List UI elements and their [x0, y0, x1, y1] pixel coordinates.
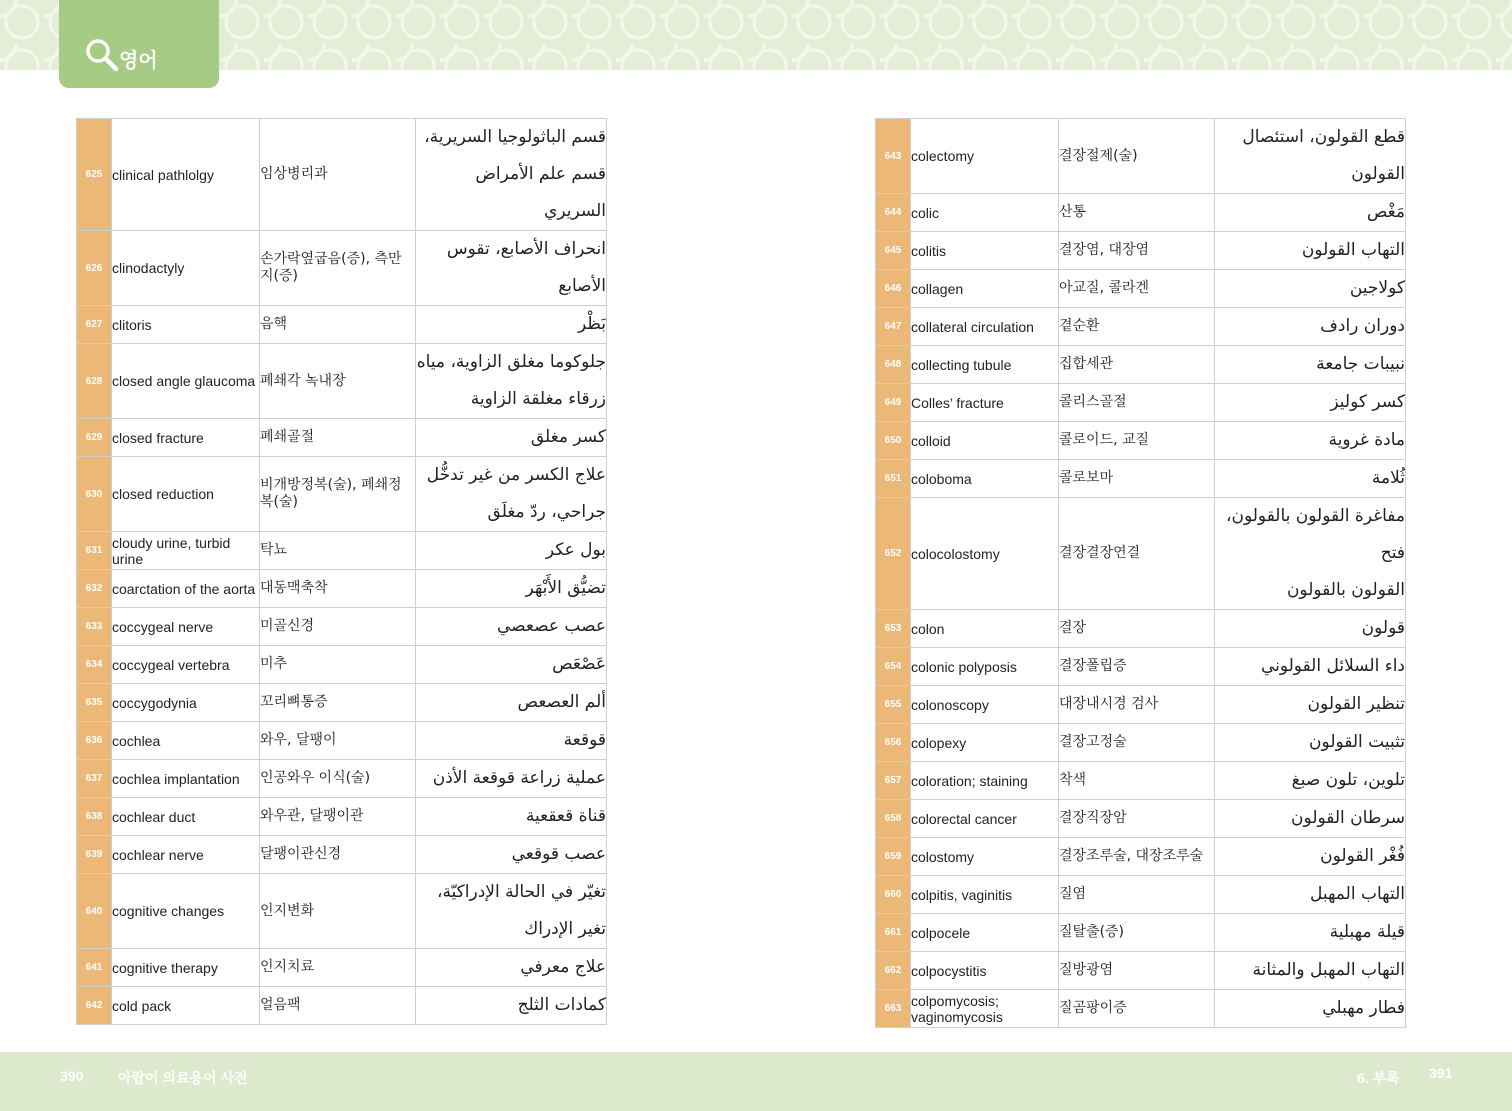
arabic-term-line: تغيّر في الحالة الإدراكيّة،: [436, 882, 606, 902]
arabic-term: [416, 231, 607, 306]
arabic-term: [1215, 876, 1406, 914]
arabic-term-line: بول عكر: [545, 540, 606, 560]
english-term: collagen: [911, 270, 1059, 308]
korean-term: 인지변화: [260, 874, 416, 949]
header-pattern-band: [0, 0, 1512, 70]
arabic-term-line: تثبيت القولون: [1309, 732, 1405, 752]
entry-number: 661: [876, 914, 911, 952]
entry-number: 662: [876, 952, 911, 990]
korean-term: 결장폴립증: [1059, 648, 1215, 686]
english-term: cloudy urine, turbid urine: [112, 532, 260, 570]
arabic-term: [1215, 610, 1406, 648]
arabic-term-line: مادة غروية: [1328, 430, 1405, 450]
entry-number: 638: [77, 798, 112, 836]
table-row: [77, 949, 607, 987]
entry-number: 639: [77, 836, 112, 874]
arabic-term: [416, 722, 607, 760]
korean-term: 곁순환: [1059, 308, 1215, 346]
english-term: collecting tubule: [911, 346, 1059, 384]
korean-term: 결장절제(술): [1059, 119, 1215, 194]
entry-number: 635: [77, 684, 112, 722]
table-row: [77, 646, 607, 684]
left-page-number: 390: [60, 1068, 84, 1084]
english-term: coccygeal nerve: [112, 608, 260, 646]
arabic-term: [416, 684, 607, 722]
english-term: closed fracture: [112, 419, 260, 457]
entry-number: 657: [876, 762, 911, 800]
arabic-term: [416, 836, 607, 874]
arabic-term-line: مفاغرة القولون بالقولون، فتح: [1225, 506, 1405, 563]
arabic-term: [1215, 194, 1406, 232]
arabic-term-line: جلوكوما مغلق الزاوية، مياه: [416, 352, 606, 372]
korean-term: 결장: [1059, 610, 1215, 648]
arabic-term-line: عصب عصعصي: [497, 616, 606, 636]
arabic-term-line: القولون: [1351, 164, 1405, 184]
table-row: [77, 798, 607, 836]
english-term: cold pack: [112, 987, 260, 1025]
english-term: colpocystitis: [911, 952, 1059, 990]
table-row: [77, 419, 607, 457]
korean-term: 와우, 달팽이: [260, 722, 416, 760]
arabic-term: [1215, 308, 1406, 346]
arabic-term-line: قناة قعقعية: [525, 806, 606, 826]
table-row: [77, 231, 607, 306]
entry-number: 636: [77, 722, 112, 760]
table-row: [77, 608, 607, 646]
dictionary-table-right: [875, 118, 1406, 1028]
arabic-term: [1215, 686, 1406, 724]
entry-number: 652: [876, 498, 911, 610]
arabic-term: [416, 987, 607, 1025]
korean-term: 손가락옆굽음(증), 측만지(증): [260, 231, 416, 306]
table-row: [876, 762, 1406, 800]
table-row: [77, 532, 607, 570]
right-section-title: 6. 부록: [1357, 1070, 1400, 1086]
section-tab: [59, 0, 219, 88]
section-label: 영어: [119, 48, 158, 72]
entry-number: 646: [876, 270, 911, 308]
english-term: colpocele: [911, 914, 1059, 952]
english-term: coloboma: [911, 460, 1059, 498]
arabic-term: [1215, 648, 1406, 686]
english-term: collateral circulation: [911, 308, 1059, 346]
arabic-term: [416, 119, 607, 231]
arabic-term-line: قسم الباثولوجيا السريرية،: [424, 127, 606, 147]
arabic-term: [416, 532, 607, 570]
arabic-term: [1215, 838, 1406, 876]
entry-number: 625: [77, 119, 112, 231]
english-term: clitoris: [112, 306, 260, 344]
arabic-term-line: تلوين، تلون صبغ: [1291, 770, 1405, 790]
entry-number: 626: [77, 231, 112, 306]
entry-number: 644: [876, 194, 911, 232]
entry-number: 642: [77, 987, 112, 1025]
table-row: [77, 874, 607, 949]
english-term: colorectal cancer: [911, 800, 1059, 838]
korean-term: 결장조루술, 대장조루술: [1059, 838, 1215, 876]
arabic-term-line: التهاب المهبل: [1309, 884, 1405, 904]
table-row: [876, 498, 1406, 610]
arabic-term-line: عصب قوقعي: [511, 844, 606, 864]
english-term: cochlea implantation: [112, 760, 260, 798]
entry-number: 629: [77, 419, 112, 457]
english-term: coccygeal vertebra: [112, 646, 260, 684]
korean-term: 미추: [260, 646, 416, 684]
arabic-term-line: تنظير القولون: [1307, 694, 1405, 714]
arabic-term-line: فطار مهبلي: [1322, 998, 1405, 1018]
entry-number: 654: [876, 648, 911, 686]
arabic-term: [416, 760, 607, 798]
arabic-term-line: علاج معرفي: [520, 957, 606, 977]
korean-term: 임상병리과: [260, 119, 416, 231]
english-term: colonic polyposis: [911, 648, 1059, 686]
table-row: [876, 308, 1406, 346]
korean-term: 폐쇄골절: [260, 419, 416, 457]
english-term: coarctation of the aorta: [112, 570, 260, 608]
arabic-term: [1215, 270, 1406, 308]
arabic-term-line: انحراف الأصابع، تقوس: [446, 239, 606, 259]
table-row: [876, 838, 1406, 876]
arabic-term-line: علاج الكسر من غير تدخُّل: [426, 465, 606, 485]
arabic-term: [1215, 762, 1406, 800]
korean-term: 질방광염: [1059, 952, 1215, 990]
english-term: closed reduction: [112, 457, 260, 532]
arabic-term: [416, 874, 607, 949]
korean-term: 산통: [1059, 194, 1215, 232]
arabic-term-line: زرقاء مغلقة الزاوية: [470, 389, 606, 409]
korean-term: 달팽이관신경: [260, 836, 416, 874]
arabic-term: [1215, 384, 1406, 422]
table-row: [876, 422, 1406, 460]
korean-term: 질곰팡이증: [1059, 990, 1215, 1028]
english-term: colic: [911, 194, 1059, 232]
english-term: colocolostomy: [911, 498, 1059, 610]
english-term: cochlear duct: [112, 798, 260, 836]
english-term: cochlear nerve: [112, 836, 260, 874]
entry-number: 660: [876, 876, 911, 914]
page-footer: [0, 1052, 1512, 1111]
english-term: cognitive therapy: [112, 949, 260, 987]
arabic-term: [1215, 119, 1406, 194]
korean-term: 착색: [1059, 762, 1215, 800]
entry-number: 648: [876, 346, 911, 384]
arabic-term: [416, 344, 607, 419]
english-term: Colles’ fracture: [911, 384, 1059, 422]
arabic-term-line: الأصابع: [558, 276, 606, 296]
entry-number: 663: [876, 990, 911, 1028]
entry-number: 645: [876, 232, 911, 270]
english-term: cochlea: [112, 722, 260, 760]
entry-number: 655: [876, 686, 911, 724]
table-row: [876, 876, 1406, 914]
arabic-term-line: ألم العصعص: [517, 692, 606, 712]
arabic-term-line: قيلة مهبلية: [1329, 922, 1405, 942]
entry-number: 650: [876, 422, 911, 460]
dictionary-table-left: [76, 118, 607, 1025]
table-row: [876, 346, 1406, 384]
english-term: colloid: [911, 422, 1059, 460]
arabic-term: [416, 419, 607, 457]
arabic-term-line: قطع القولون، استئصال: [1242, 127, 1405, 147]
table-row: [876, 194, 1406, 232]
korean-term: 결장결장연결: [1059, 498, 1215, 610]
arabic-term-line: القولون بالقولون: [1286, 580, 1405, 600]
korean-term: 콜리스골절: [1059, 384, 1215, 422]
left-book-title: 아랍어 의료용어 사전: [118, 1070, 248, 1086]
english-term: coloration; staining: [911, 762, 1059, 800]
arabic-term: [416, 570, 607, 608]
table-row: [876, 119, 1406, 194]
entry-number: 632: [77, 570, 112, 608]
table-row: [876, 232, 1406, 270]
arabic-term-line: تغير الإدراك: [524, 919, 606, 939]
entry-number: 656: [876, 724, 911, 762]
korean-term: 와우관, 달팽이관: [260, 798, 416, 836]
korean-term: 미골신경: [260, 608, 416, 646]
arabic-term-line: كولاجين: [1349, 278, 1405, 298]
entry-number: 651: [876, 460, 911, 498]
english-term: colpomycosis; vaginomycosis: [911, 990, 1059, 1028]
table-row: [77, 760, 607, 798]
entry-number: 633: [77, 608, 112, 646]
korean-term: 인공와우 이식(술): [260, 760, 416, 798]
english-term: colonoscopy: [911, 686, 1059, 724]
entry-number: 634: [77, 646, 112, 684]
korean-term: 대장내시경 검사: [1059, 686, 1215, 724]
entry-number: 659: [876, 838, 911, 876]
table-row: [876, 686, 1406, 724]
arabic-term: [1215, 914, 1406, 952]
entry-number: 658: [876, 800, 911, 838]
table-row: [876, 800, 1406, 838]
english-term: colopexy: [911, 724, 1059, 762]
entry-number: 630: [77, 457, 112, 532]
table-row: [876, 990, 1406, 1028]
entry-number: 653: [876, 610, 911, 648]
arabic-term: [1215, 346, 1406, 384]
arabic-term-line: عملية زراعة قوقعة الأذن: [432, 768, 606, 788]
arabic-term: [1215, 990, 1406, 1028]
table-row: [876, 270, 1406, 308]
arabic-term-line: كمادات الثلج: [517, 995, 606, 1015]
english-term: closed angle glaucoma: [112, 344, 260, 419]
arabic-term-line: التهاب المهبل والمثانة: [1252, 960, 1405, 980]
english-term: coccygodynia: [112, 684, 260, 722]
korean-term: 콜로이드, 교질: [1059, 422, 1215, 460]
arabic-term-line: كسر مغلق: [530, 427, 606, 447]
table-row: [876, 724, 1406, 762]
arabic-term-line: بَظْر: [577, 314, 606, 334]
right-page-number: 391: [1429, 1065, 1453, 1081]
korean-term: 대동맥축착: [260, 570, 416, 608]
arabic-term-line: جراحي، ردّ مغلَق: [487, 502, 606, 522]
arabic-term: [416, 798, 607, 836]
entry-number: 649: [876, 384, 911, 422]
entry-number: 641: [77, 949, 112, 987]
entry-number: 631: [77, 532, 112, 570]
table-row: [77, 457, 607, 532]
arabic-term: [416, 457, 607, 532]
english-term: colon: [911, 610, 1059, 648]
korean-term: 결장고정술: [1059, 724, 1215, 762]
arabic-term: [1215, 724, 1406, 762]
korean-term: 결장염, 대장염: [1059, 232, 1215, 270]
arabic-term-line: نبيبات جامعة: [1316, 354, 1405, 374]
korean-term: 폐쇄각 녹내장: [260, 344, 416, 419]
arabic-term: [416, 306, 607, 344]
table-row: [77, 119, 607, 231]
entry-number: 643: [876, 119, 911, 194]
table-row: [876, 648, 1406, 686]
table-row: [876, 952, 1406, 990]
arabic-term-line: قسم علم الأمراض السريري: [475, 164, 606, 221]
arabic-term-line: مَغْص: [1366, 202, 1405, 222]
korean-term: 집합세관: [1059, 346, 1215, 384]
table-row: [77, 306, 607, 344]
arabic-term-line: سرطان القولون: [1291, 808, 1405, 828]
arabic-term-line: قوقعة: [563, 730, 606, 750]
arabic-term-line: تضيُّق الأَبْهَر: [525, 578, 606, 598]
arabic-term-line: قولون: [1361, 618, 1405, 638]
arabic-term: [1215, 498, 1406, 610]
table-row: [876, 914, 1406, 952]
korean-term: 얼음팩: [260, 987, 416, 1025]
arabic-term-line: فُغْر القولون: [1320, 846, 1405, 866]
korean-term: 아교질, 콜라겐: [1059, 270, 1215, 308]
table-row: [77, 987, 607, 1025]
table-row: [77, 570, 607, 608]
table-row: [77, 722, 607, 760]
entry-number: 627: [77, 306, 112, 344]
korean-term: 탁뇨: [260, 532, 416, 570]
table-row: [876, 460, 1406, 498]
table-row: [77, 684, 607, 722]
arabic-term-line: عَصْعَص: [552, 654, 606, 674]
entry-number: 647: [876, 308, 911, 346]
korean-term: 질염: [1059, 876, 1215, 914]
arabic-term: [416, 608, 607, 646]
arabic-term-line: دوران رادف: [1320, 316, 1405, 336]
arabic-term-line: التهاب القولون: [1301, 240, 1405, 260]
korean-term: 결장직장암: [1059, 800, 1215, 838]
entry-number: 640: [77, 874, 112, 949]
korean-term: 인지치료: [260, 949, 416, 987]
table-row: [876, 610, 1406, 648]
arabic-term: [416, 949, 607, 987]
entry-number: 628: [77, 344, 112, 419]
english-term: colitis: [911, 232, 1059, 270]
korean-term: 음핵: [260, 306, 416, 344]
table-row: [876, 384, 1406, 422]
entry-number: 637: [77, 760, 112, 798]
korean-term: 꼬리뼈통증: [260, 684, 416, 722]
korean-term: 질탈출(증): [1059, 914, 1215, 952]
search-icon: [85, 38, 119, 72]
korean-term: 콜로보마: [1059, 460, 1215, 498]
english-term: cognitive changes: [112, 874, 260, 949]
table-row: [77, 836, 607, 874]
table-row: [77, 344, 607, 419]
english-term: colpitis, vaginitis: [911, 876, 1059, 914]
english-term: colectomy: [911, 119, 1059, 194]
arabic-term: [1215, 422, 1406, 460]
arabic-term: [1215, 232, 1406, 270]
english-term: clinodactyly: [112, 231, 260, 306]
english-term: clinical pathlolgy: [112, 119, 260, 231]
arabic-term-line: كسر كوليز: [1330, 392, 1405, 412]
arabic-term: [1215, 800, 1406, 838]
arabic-term: [1215, 952, 1406, 990]
english-term: colostomy: [911, 838, 1059, 876]
arabic-term: [1215, 460, 1406, 498]
arabic-term-line: ثُلامة: [1371, 468, 1405, 488]
arabic-term-line: داء السلائل القولوني: [1260, 656, 1405, 676]
arabic-term: [416, 646, 607, 684]
korean-term: 비개방정복(술), 폐쇄정복(술): [260, 457, 416, 532]
